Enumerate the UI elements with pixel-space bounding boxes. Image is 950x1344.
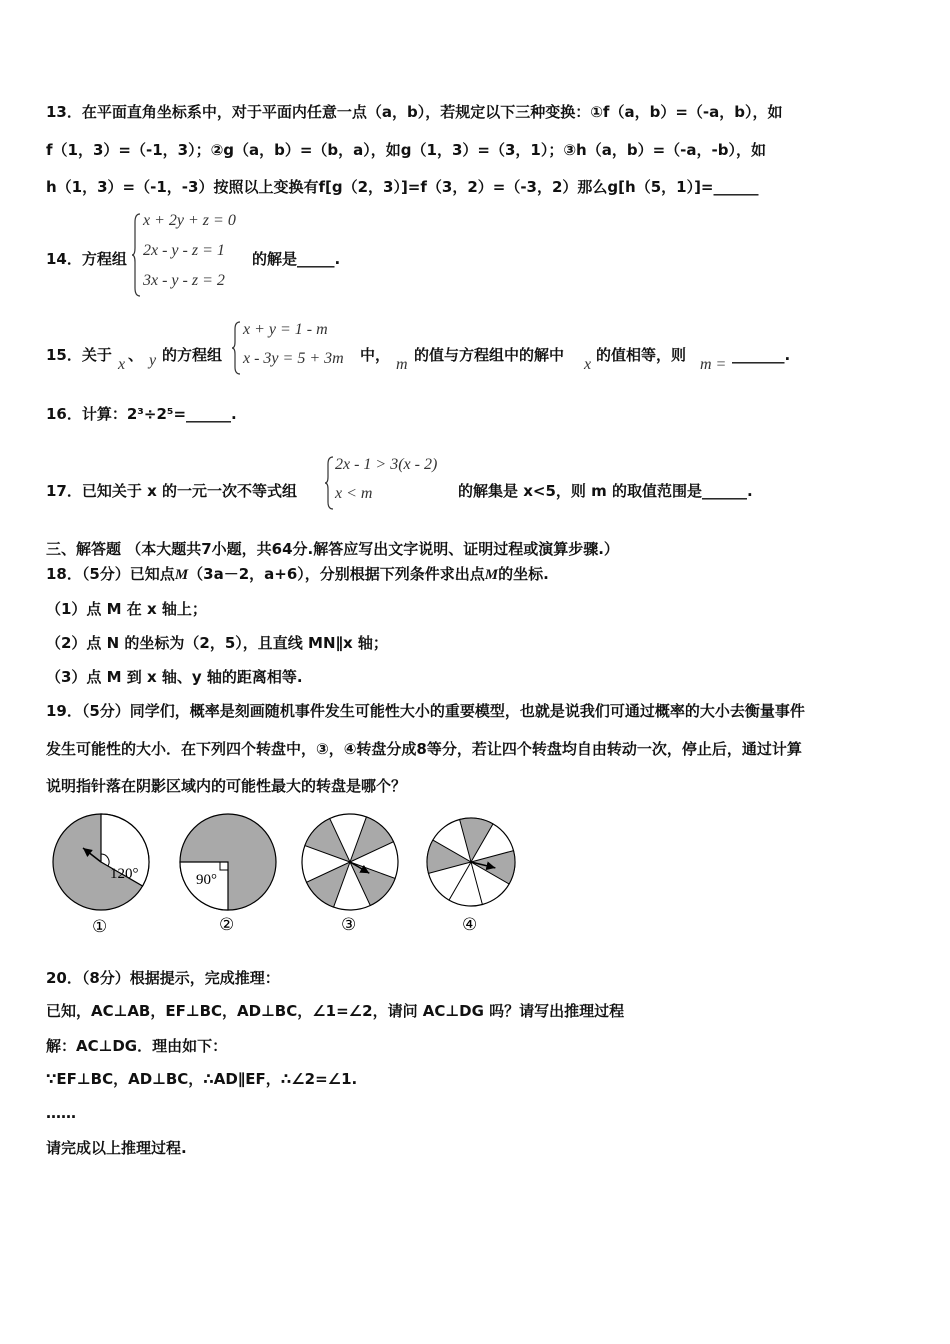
q20-step: ∵EF⊥BC，AD⊥BC，∴AD∥EF，∴∠2=∠1. (46, 1070, 358, 1088)
spinner-2-label: ② (219, 915, 235, 935)
q14-eq3: 3x - y - z = 2 (143, 272, 225, 289)
q20-given: 已知，AC⊥AB，EF⊥BC，AD⊥BC，∠1=∠2，请问 AC⊥DG 吗？请写出推理过程 (46, 1002, 625, 1020)
q18-condition-1: （1）点 M 在 x 轴上； (46, 600, 207, 618)
q15-eq1: x + y = 1 - m (243, 321, 328, 338)
q15-var-m: m (396, 356, 408, 373)
q18-condition-3: （3）点 M 到 x 轴、y 轴的距离相等. (46, 668, 303, 686)
q16-text: 16．计算：2³÷2⁵=______. (46, 405, 237, 423)
q19-line1: 19．（5分）同学们，概率是刻画随机事件发生可能性大小的重要模型，也就是说我们可通过概率的大小去衡量事件 (46, 702, 805, 720)
spinner-1-angle-label: 120° (110, 866, 139, 882)
q17-suffix: 的解集是 x<5，则 m 的取值范围是______. (458, 482, 753, 500)
spinner-3 (288, 800, 411, 923)
q15-after-system: 中， (360, 346, 391, 364)
q15-var-y: y (149, 352, 157, 369)
spinner-2-angle-label: 90° (196, 872, 217, 888)
q18-condition-2: （2）点 N 的坐标为（2，5），且直线 MN∥x 轴； (46, 634, 388, 652)
q20-solution: 解：AC⊥DG．理由如下： (46, 1037, 228, 1055)
q18-expr: （3a－2，a+6），分别根据下列条件求出点 (188, 565, 485, 583)
q18-head-a: 18．（5分）已知点 (46, 565, 175, 583)
q15-blank: _______. (732, 346, 791, 364)
spinner-4-label: ④ (462, 915, 478, 935)
q19-line2: 发生可能性的大小．在下列四个转盘中，③，④转盘分成8等分，若让四个转盘均自由转动一次，停止后，通过计算 (46, 740, 802, 758)
spinners-figure (0, 800, 950, 950)
q14-suffix: 的解是_____. (252, 250, 341, 268)
q15-mid3: 的值相等，则 (596, 346, 687, 364)
q20-dots: …… (46, 1104, 76, 1122)
q13-line2: f（1，3）=（-1，3）；②g（a，b）=（b，a），如g（1，3）=（3，1）；③h（a，b）=（-a，-b），如 (46, 141, 766, 159)
spinner-3-label: ③ (341, 915, 357, 935)
q17-eq2: x < m (335, 485, 373, 502)
section-title: 三、解答题 （本大题共7小题，共64分.解答应写出文字说明、证明过程或演算步骤.） (46, 540, 619, 558)
q13-line3: h（1，3）=（-1，-3）按照以上变换有f[g（2，3）]=f（3，2）=（-3，2）那么g[h（5，1）]=______ (46, 178, 759, 196)
q19-line3: 说明指针落在阴影区域内的可能性最大的转盘是哪个？ (46, 777, 407, 795)
q15-var-x2: x (584, 356, 592, 373)
spinner-1 (53, 814, 149, 910)
q18-point-m2: M (484, 567, 499, 583)
q18-point-m: M (174, 567, 189, 583)
spinner-2 (180, 814, 276, 910)
spinner-4 (417, 808, 525, 916)
q14-prefix: 14．方程组 (46, 250, 127, 268)
q15-equation-system (232, 320, 362, 376)
q20-end: 请完成以上推理过程. (46, 1139, 187, 1157)
q15-mid: 的方程组 (162, 346, 223, 364)
q15-var-x: x (118, 356, 126, 373)
q15-mid2: 的值与方程组中的解中 (414, 346, 565, 364)
q20-head: 20．（8分）根据提示，完成推理： (46, 969, 280, 987)
q14-eq1: x + 2y + z = 0 (143, 212, 236, 229)
q17-eq1: 2x - 1 > 3(x - 2) (335, 456, 438, 473)
q14-eq2: 2x - y - z = 1 (143, 242, 225, 259)
spinner-1-label: ① (92, 917, 108, 937)
q15-sep: 、 (128, 346, 144, 364)
q14-equation-system (132, 212, 262, 298)
q18-head (46, 564, 549, 585)
q13-line1: 13．在平面直角坐标系中，对于平面内任意一点（a，b），若规定以下三种变换：①f（a，b）=（-a，b），如 (46, 103, 783, 121)
q15-prefix: 15．关于 (46, 346, 112, 364)
q15-m-equals: m = (700, 356, 727, 373)
q17-prefix: 17．已知关于 x 的一元一次不等式组 (46, 482, 297, 500)
q17-inequality-system (325, 455, 465, 511)
q18-head-b: 的坐标. (498, 565, 549, 583)
q15-eq2: x - 3y = 5 + 3m (243, 350, 344, 367)
